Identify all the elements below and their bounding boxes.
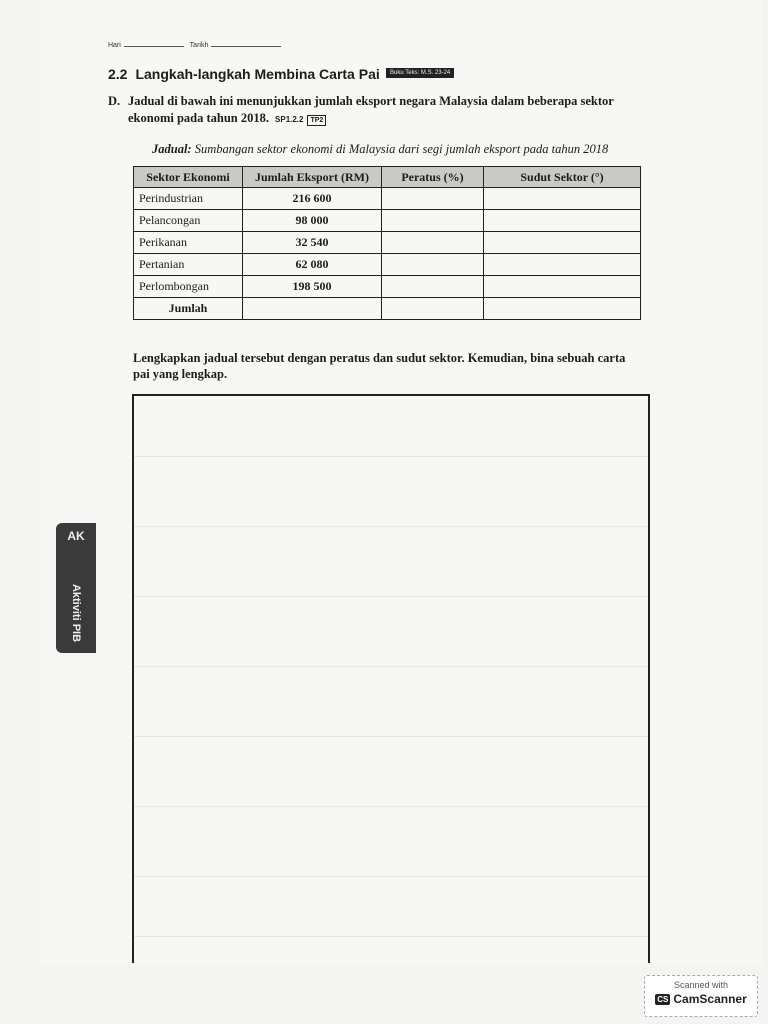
cell-total-export[interactable] xyxy=(243,298,382,320)
day-blank[interactable] xyxy=(124,46,184,47)
cell-export: 216 600 xyxy=(243,188,382,210)
faint-rule xyxy=(134,936,648,937)
header-sector: Sektor Ekonomi xyxy=(134,167,243,188)
faint-rule xyxy=(134,456,648,457)
cell-total-label: Jumlah xyxy=(134,298,243,320)
question-d xyxy=(108,93,638,128)
camscanner-badge xyxy=(644,975,758,1017)
faint-rule xyxy=(134,526,648,527)
scanned-with-text: Scanned with xyxy=(673,980,729,990)
cell-total-percent[interactable] xyxy=(382,298,484,320)
caption-text: Sumbangan sektor ekonomi di Malaysia dari segi jumlah eksport pada tahun 2018 xyxy=(194,142,609,156)
camscanner-label: CamScanner xyxy=(673,992,747,1006)
side-tab xyxy=(56,523,96,653)
cell-angle[interactable] xyxy=(484,210,641,232)
section-number: 2.2 xyxy=(108,66,128,82)
cell-sector: Perindustrian xyxy=(134,188,243,210)
header-fields xyxy=(108,42,285,49)
sp-code: SP1.2.2 xyxy=(275,115,304,124)
cell-sector: Pelancongan xyxy=(134,210,243,232)
table-row xyxy=(134,232,641,254)
table-total-row xyxy=(134,298,641,320)
tp-badge: TP2 xyxy=(307,115,326,126)
date-label: Tarikh xyxy=(189,42,209,49)
day-label: Hari xyxy=(108,42,121,49)
cell-angle[interactable] xyxy=(484,276,641,298)
cell-percent[interactable] xyxy=(382,188,484,210)
question-text-block xyxy=(128,93,638,128)
instruction-text: Lengkapkan jadual tersebut dengan peratus dan sudut sektor. Kemudian, bina sebuah carta pai yang lengkap. xyxy=(133,351,626,381)
table-row xyxy=(134,210,641,232)
cell-export: 98 000 xyxy=(243,210,382,232)
camscanner-name xyxy=(645,992,757,1006)
question-text: Jadual di bawah ini menunjukkan jumlah eksport negara Malaysia dalam beberapa sektor ekonomi pada tahun 2018. xyxy=(128,94,614,125)
table-header-row xyxy=(134,167,641,188)
activity-icon: AK xyxy=(67,529,85,543)
table-row xyxy=(134,276,641,298)
header-export: Jumlah Eksport (RM) xyxy=(243,167,382,188)
table-row xyxy=(134,188,641,210)
cell-percent[interactable] xyxy=(382,210,484,232)
faint-rule xyxy=(134,876,648,877)
cell-sector: Pertanian xyxy=(134,254,243,276)
cell-percent[interactable] xyxy=(382,232,484,254)
question-letter: D. xyxy=(108,94,121,108)
export-table xyxy=(133,166,641,320)
date-blank[interactable] xyxy=(211,46,281,47)
faint-rule xyxy=(134,736,648,737)
faint-rule xyxy=(134,596,648,597)
caption-label: Jadual: xyxy=(152,142,192,156)
answer-box[interactable] xyxy=(132,394,650,963)
header-angle: Sudut Sektor (°) xyxy=(484,167,641,188)
cell-export: 32 540 xyxy=(243,232,382,254)
cell-export: 62 080 xyxy=(243,254,382,276)
cell-sector: Perikanan xyxy=(134,232,243,254)
cell-angle[interactable] xyxy=(484,254,641,276)
faint-rule xyxy=(134,666,648,667)
cs-logo-icon: CS xyxy=(657,995,669,1004)
cell-percent[interactable] xyxy=(382,276,484,298)
faint-rule xyxy=(134,806,648,807)
side-tab-label: Aktiviti PIB xyxy=(70,583,82,643)
cell-export: 198 500 xyxy=(243,276,382,298)
table-caption xyxy=(152,142,608,157)
book-reference-badge: Buku Teks: M.S. 23-24 xyxy=(386,68,454,78)
cell-angle[interactable] xyxy=(484,232,641,254)
section-title xyxy=(108,66,380,82)
section-title-text: Langkah-langkah Membina Carta Pai xyxy=(135,66,380,82)
header-percent: Peratus (%) xyxy=(382,167,484,188)
cell-sector: Perlombongan xyxy=(134,276,243,298)
cell-angle[interactable] xyxy=(484,188,641,210)
cell-total-angle[interactable] xyxy=(484,298,641,320)
cell-percent[interactable] xyxy=(382,254,484,276)
table-row xyxy=(134,254,641,276)
